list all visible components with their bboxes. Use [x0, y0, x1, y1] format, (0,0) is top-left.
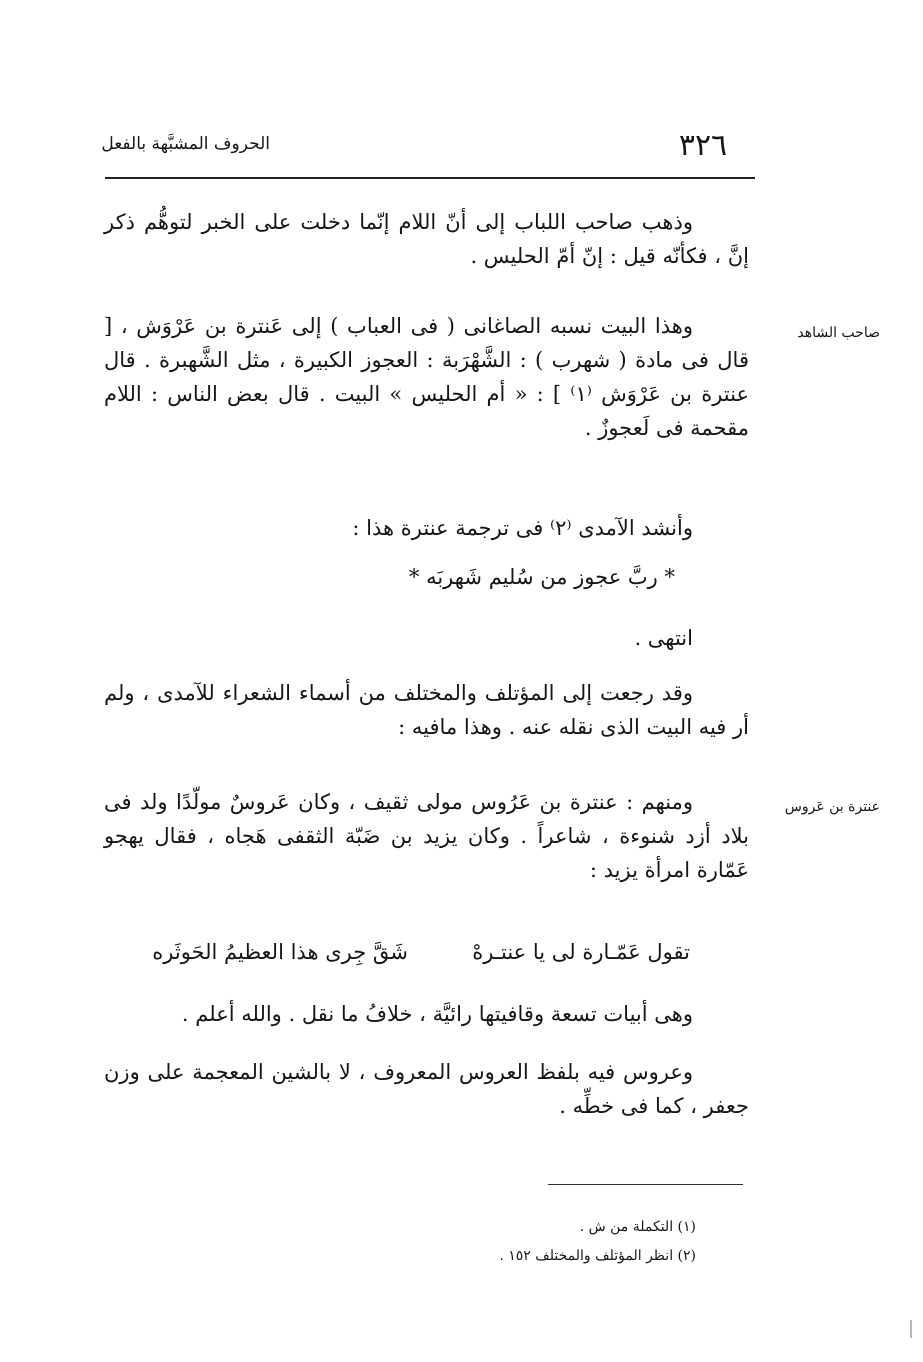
paragraph-arus-spelling: وعروس فيه بلفظ العروس المعروف ، لا بالشين المعجمة على وزن جعفر ، كما فى خطِّه .	[104, 1060, 749, 1118]
paragraph-amidi: وأنشد الآمدى ⁽٢⁾ فى ترجمة عنترة هذا :	[352, 516, 693, 540]
page-number: ٣٢٦	[678, 128, 728, 163]
footnote-1: (١) التكملة من ش .	[579, 1219, 696, 1235]
paragraph-saghani: وهذا البيت نسبه الصاغانى ( فى العباب ) إلى عَنترة بن عَرْوَش ، [ قال فى مادة ( شهرب ) : الشَّهْرَبة : العجوز الكبيرة ، مثل الشَّهبرة . قال عنترة بن عَرْوَش ⁽١⁾ ] : « أم الحليس » البيت . قال بعض الناس : اللام مقحمة فى لَعجوزٌ .	[104, 314, 749, 440]
margin-note-antara-ibn-arus: عنترة بن عَروس	[784, 799, 880, 815]
paragraph-rhyme: وهى أبيات تسعة وقافيتها رائيَّة ، خلافُ ما نقل . والله أعلم .	[181, 1002, 693, 1026]
footnote-rule	[548, 1184, 743, 1185]
paragraph-intaha: انتهى .	[634, 626, 693, 650]
footnote-2: (٢) انظر المؤتلف والمختلف ١٥٢ .	[499, 1248, 696, 1264]
margin-note-witness-author: صاحب الشاهد	[797, 325, 880, 341]
scan-edge-mark	[910, 1320, 912, 1338]
verse-line-1: * ربَّ عجوز من سُليم شَهربَه *	[408, 565, 675, 589]
verse-hemistich-2: شَقَّ جِرى هذا العظيمُ الحَوثَره	[152, 940, 408, 964]
paragraph-lubab: وذهب صاحب اللباب إلى أنّ اللام إنّما دخلت على الخبر لتوهُّم ذكر إنَّ ، فكأنّه قيل : إنّ أمّ الحليس .	[104, 210, 749, 268]
paragraph-return: وقد رجعت إلى المؤتلف والمختلف من أسماء الشعراء للآمدى ، ولم أر فيه البيت الذى نقله عنه . وهذا مافيه :	[104, 681, 749, 739]
running-header-title: الحروف المشبَّهة بالفعل	[101, 134, 270, 154]
header-rule	[105, 177, 755, 179]
paragraph-antara-entry: ومنهم : عنترة بن عَرُوس مولى ثقيف ، وكان عَروسٌ مولّدًا ولد فى بلاد أزد شنوءة ، شاعراً . وكان يزيد بن ضَبّة الثقفى هَجاه ، فقال يهجو عَمّارة امرأة يزيد :	[104, 790, 749, 882]
verse-hemistich-1: تقول عَمّـارة لى يا عنتـرهْ	[472, 940, 690, 964]
